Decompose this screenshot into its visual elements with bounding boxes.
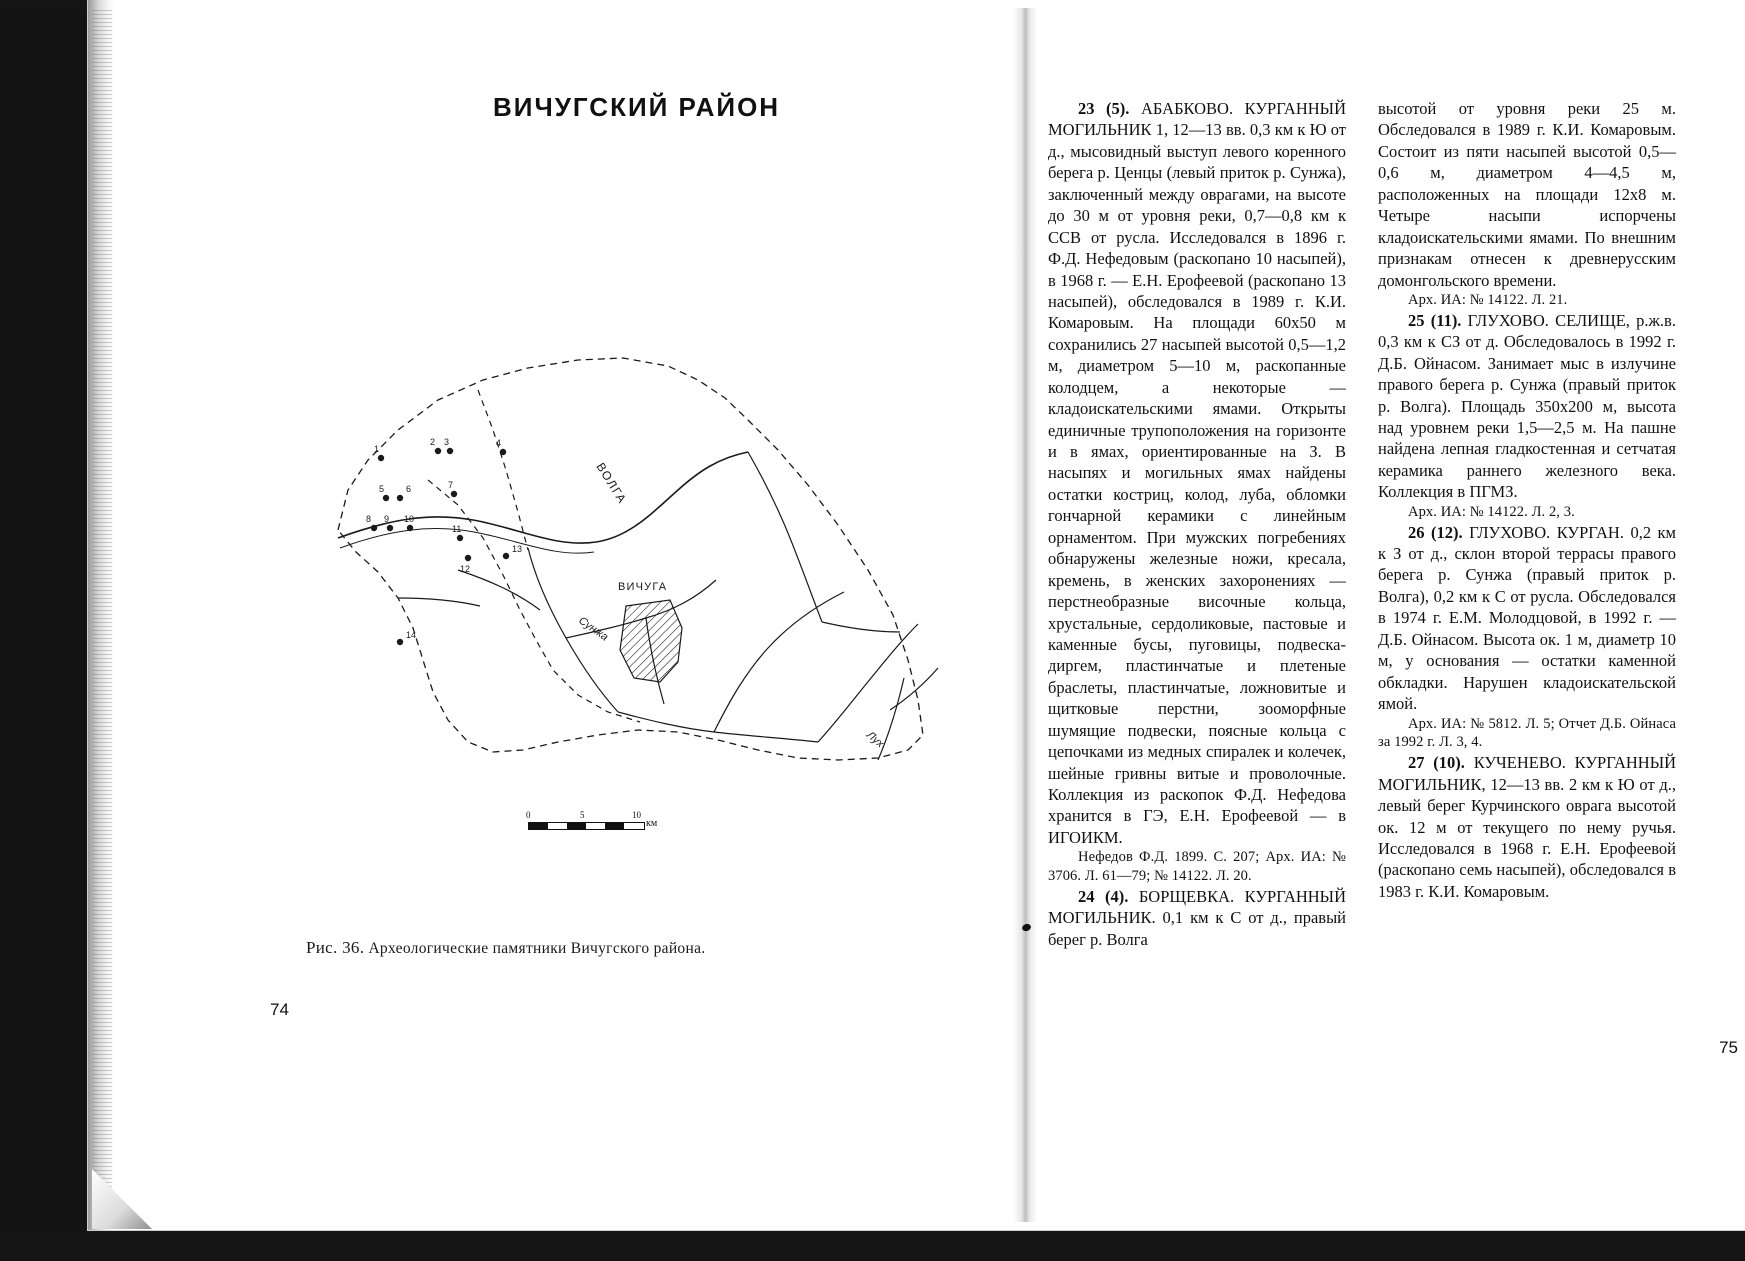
entry-number-25: 25 (11). <box>1408 310 1462 330</box>
svg-text:10: 10 <box>404 514 415 524</box>
page-number-left: 74 <box>270 1000 289 1019</box>
river-label-volga: ВОЛГА <box>593 460 630 507</box>
svg-text:1: 1 <box>374 444 380 454</box>
svg-text:3: 3 <box>444 437 450 447</box>
entry-number-23: 23 (5). <box>1078 99 1130 118</box>
entry-number-26: 26 (12). <box>1408 522 1463 542</box>
right-page <box>1048 20 1745 1210</box>
map-svg <box>278 280 978 880</box>
river-label-sunzha: Сунжа <box>576 614 611 644</box>
entry-number-27: 27 (10). <box>1408 753 1465 773</box>
entry-text-26: ГЛУХОВО. КУРГАН. 0,2 км к З от д., склон второй террасы правого берега р. Сунжа (правый приток р. Волга), 0,2 км к С от русла. Обследовался в 1974 г. Е.М. Молодцовой, в 1992 г. — Д.Б. Ойнасом. Высота ок. 1 м, диаметр 10 м, у основания — остатки каменной обкладки. Нарушен кладоискательской ямой. <box>1378 522 1676 714</box>
town-area-vichuga <box>620 600 682 682</box>
svg-text:5: 5 <box>379 484 385 494</box>
entry-text-23: АБАБКОВО. КУРГАННЫЙ МОГИЛЬНИК 1, 12—13 вв. 0,3 км к Ю от д., мысовидный выступ левого коренного берега р. Ценцы (левый приток р. Сунжа), заключенный между оврагами, на высоте до 30 м от уровня реки, 0,7—0,8 км к ССВ от русла. Исследовался в 1896 г. Ф.Д. Нефедовым (раскопано 10 насыпей), в 1968 г. — Е.Н. Ерофеевой (раскопано 13 насыпей), обследовался в 1989 г. К.И. Комаровым. На площади 60х50 м сохранились 27 насыпей высотой 0,5—1,2 м, диаметром 5—10 м, раскопанные колодцем, а некоторые — кладоискательскими ямами. Открыты единичные трупоположения на горизонте и в ямах, ориентированные на З. В насыпях и могильных ямах найдены остатки костриц, колод, луба, обломки гончарной керамики с линейным орнаментом. При мужских погребениях обнаружены железные ножи, кресала, кремень, в женских захоронениях — перстнеобразные височные кольца, хрустальные, сердоликовые, пастовые и каменные бусы, пуговицы, подвеска-диргем, пластинчатые и плетеные браслеты, пластинчатые, ложновитые и щитковые перстни, зооморфные шумящие подвески, поясные кольца с цепочками из медных спиралек и колечек, шейные гривны витые и проволочные. Коллекция из раскопок Ф.Д. Нефедова хранится в ГЭ, Е.Н. Ерофеевой — в ИГОИКМ. <box>1048 99 1346 847</box>
book-gutter <box>1013 8 1037 1222</box>
catalog-entry-23 <box>1048 98 1346 848</box>
svg-text:4: 4 <box>496 438 502 448</box>
figure-caption-lead: Рис. 36. <box>306 938 365 957</box>
svg-text:6: 6 <box>406 484 412 494</box>
entry-reference-24: Арх. ИА: № 14122. Л. 21. <box>1408 291 1568 308</box>
catalog-entry-24 <box>1048 886 1346 950</box>
scan-bottom-margin <box>0 1230 1745 1261</box>
svg-text:14: 14 <box>406 630 417 640</box>
svg-text:2: 2 <box>430 437 436 447</box>
catalog-entry-25 <box>1378 310 1676 503</box>
entry-text-27: КУЧЕНЕВО. КУРГАННЫЙ МОГИЛЬНИК, 12—13 вв. 2 км к Ю от д., левый берег Курчинского оврага высотой ок. 12 м от текущего по нему ручья. Исследовался в 1968 г. Е.Н. Ерофеевой (раскопано семь насыпей), обследовался в 1983 г. К.И. Комаровым. <box>1378 753 1676 901</box>
map-scale-bar: 0 5 10 км <box>526 810 658 829</box>
town-label-vichuga: ВИЧУГА <box>618 581 668 593</box>
catalog-entry-24-continued: высотой от уровня реки 25 м. Обследовался в 1989 г. К.И. Комаровым. Состоит из пяти насыпей высотой 0,5—0,6 м, диаметром 4—4,5 м, расположенных на площади 12х8 м. Четыре насыпи испорчены кладоискательскими ямами. По внешним признакам отнесен к древнерусским домонгольского времени. <box>1378 99 1676 290</box>
entry-reference-25: Арх. ИА: № 14122. Л. 2, 3. <box>1408 503 1575 520</box>
svg-text:11: 11 <box>452 524 462 534</box>
svg-text:9: 9 <box>384 514 390 524</box>
book-page-edges <box>92 10 112 1225</box>
entry-text-24: БОРЩЕВКА. КУРГАННЫЙ МОГИЛЬНИК. 0,1 км к С от д., правый берег р. Волга <box>1048 887 1346 949</box>
svg-text:13: 13 <box>512 544 523 554</box>
figure-caption <box>306 938 705 958</box>
book-spread <box>88 0 1745 1230</box>
catalog-entry-27 <box>1378 752 1676 902</box>
page-title: ВИЧУГСКИЙ РАЙОН <box>493 92 781 122</box>
svg-text:12: 12 <box>460 564 471 574</box>
text-column-1 <box>1048 98 1346 950</box>
figure-caption-text: Археологические памятники Вичугского района. <box>368 940 706 957</box>
entry-text-25: ГЛУХОВО. СЕЛИЩЕ, р.ж.в. 0,3 км к СЗ от д. Обследовалось в 1992 г. Д.Б. Ойнасом. Занимает мыс в излучине правого берега р. Сунжа (правый приток р. Волга). Площадь 350х200 м, высота над уровнем реки 1,5—2,5 м. На пашне найдена лепная гладкостенная и сетчатая керамика раннего железного века. Коллекция в ПГМЗ. <box>1378 310 1676 502</box>
left-page <box>238 20 998 1210</box>
catalog-entry-26 <box>1378 522 1676 715</box>
svg-text:7: 7 <box>448 480 454 490</box>
entry-reference-26: Арх. ИА: № 5812. Л. 5; Отчет Д.Б. Ойнаса за 1992 г. Л. 3, 4. <box>1378 715 1676 751</box>
page-number-right: 75 <box>1719 1038 1738 1057</box>
map-site-numbers <box>366 437 522 640</box>
scan-left-margin <box>0 0 90 1261</box>
district-map-figure <box>278 280 978 880</box>
svg-text:8: 8 <box>366 514 372 524</box>
river-label-lukh: Лух <box>864 729 886 751</box>
entry-reference-23: Нефедов Ф.Д. 1899. С. 207; Арх. ИА: № 3706. Л. 61—79; № 14122. Л. 20. <box>1048 849 1346 885</box>
text-column-2 <box>1378 98 1676 902</box>
entry-number-24: 24 (4). <box>1078 887 1129 906</box>
